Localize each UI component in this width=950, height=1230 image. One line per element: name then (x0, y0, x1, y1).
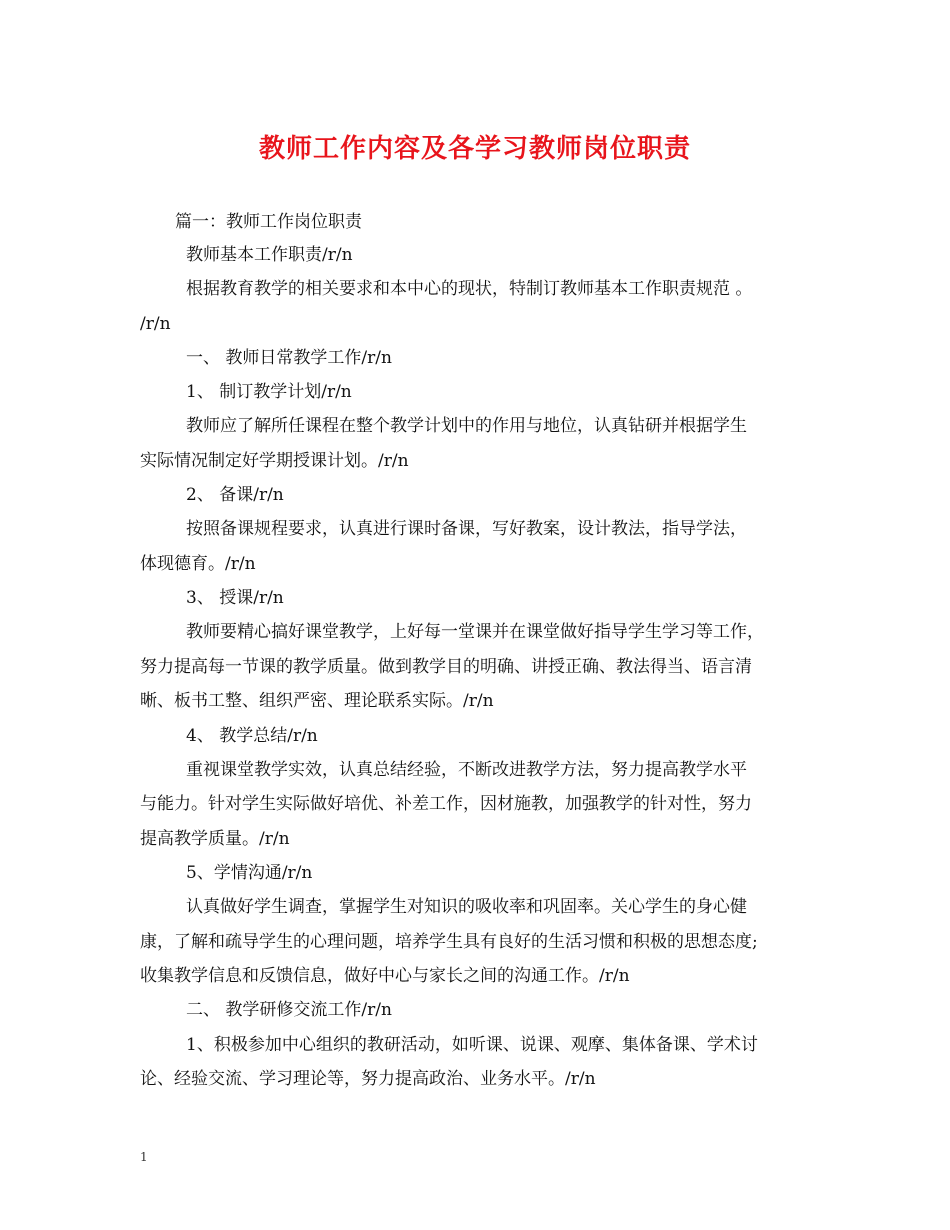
text-line: 4、 教学总结/r/n (186, 726, 318, 746)
text-line: 5、学情沟通/r/n (186, 863, 313, 883)
text-line: 按照备课规程要求，认真进行课时备课，写好教案，设计教法，指导学法， (186, 519, 747, 539)
page-number: 1 (140, 1150, 148, 1164)
text-line: 教师应了解所任课程在整个教学计划中的作用与地位，认真钻研并根据学生 (186, 416, 747, 436)
text-line: 根据教育教学的相关要求和本中心的现状，特制订教师基本工作职责规范 。 (186, 279, 753, 299)
text-line: 2、 备课/r/n (186, 485, 284, 505)
text-line: 提高教学质量。/r/n (140, 829, 290, 849)
text-line: 晰、板书工整、组织严密、理论联系实际。/r/n (140, 691, 494, 711)
text-line: 收集教学信息和反馈信息，做好中心与家长之间的沟通工作。/r/n (140, 966, 630, 986)
text-line: 一、 教师日常教学工作/r/n (186, 348, 392, 368)
text-line: 认真做好学生调查，掌握学生对知识的吸收率和巩固率。关心学生的身心健 (186, 897, 747, 917)
text-line: 篇一：教师工作岗位职责 (175, 212, 362, 232)
text-line: /r/n (140, 314, 171, 334)
text-line: 论、经验交流、学习理论等，努力提高政治、业务水平。/r/n (140, 1069, 596, 1089)
text-line: 实际情况制定好学期授课计划。/r/n (140, 451, 409, 471)
text-line: 努力提高每一节课的教学质量。做到教学目的明确、讲授正确、教法得当、语言清 (140, 657, 752, 677)
text-line: 二、 教学研修交流工作/r/n (186, 1000, 392, 1020)
text-line: 体现德育。/r/n (140, 554, 256, 574)
document-title: 教师工作内容及各学习教师岗位职责 (258, 134, 691, 164)
text-line: 与能力。针对学生实际做好培优、补差工作，因材施教，加强教学的针对性，努力 (140, 794, 752, 814)
text-line: 3、 授课/r/n (186, 588, 284, 608)
text-line: 教师基本工作职责/r/n (186, 245, 353, 265)
text-line: 1、积极参加中心组织的教研活动，如听课、说课、观摩、集体备课、学术讨 (186, 1035, 758, 1055)
text-line: 重视课堂教学实效，认真总结经验，不断改进教学方法，努力提高教学水平 (186, 760, 747, 780)
text-line: 1、 制订教学计划/r/n (186, 382, 352, 402)
text-line: 教师要精心搞好课堂教学，上好每一堂课并在课堂做好指导学生学习等工作， (186, 622, 764, 642)
text-line: 康，了解和疏导学生的心理问题，培养学生具有良好的生活习惯和积极的思想态度; (140, 932, 758, 952)
